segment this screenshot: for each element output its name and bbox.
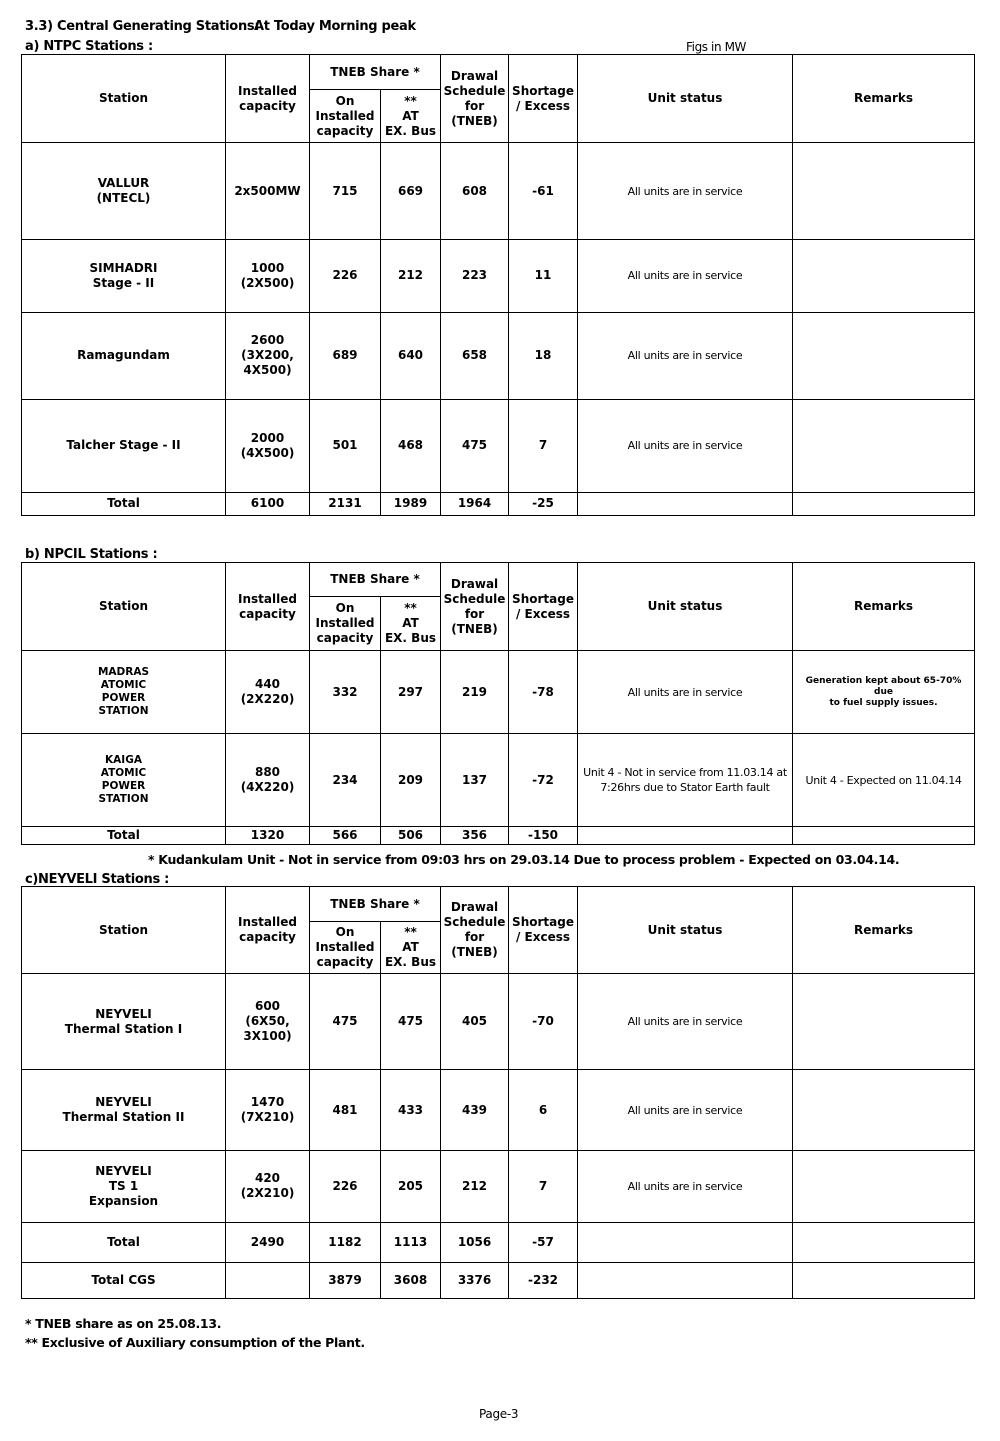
total-status (578, 1222, 793, 1262)
col-station: Station (22, 55, 226, 143)
installed-capacity: 880 (4X220) (226, 734, 310, 827)
station-name: Ramagundam (22, 312, 226, 399)
unit-status: All units are in service (578, 974, 793, 1070)
col-tneb-share: TNEB Share * (310, 563, 441, 597)
col-at-ex-bus: ** AT EX. Bus (381, 90, 441, 143)
drawal: 223 (441, 240, 509, 312)
total-at-ex-bus: 506 (381, 827, 441, 845)
col-shortage: Shortage / Excess (509, 887, 578, 974)
drawal: 219 (441, 651, 509, 734)
total-status (578, 492, 793, 515)
ntpc-title: a) NTPC Stations : (25, 39, 153, 54)
installed-capacity: 1470 (7X210) (226, 1070, 310, 1150)
col-remarks: Remarks (793, 55, 975, 143)
shortage: 6 (509, 1070, 578, 1150)
col-drawal: Drawal Schedule for (TNEB) (441, 563, 509, 651)
at-ex-bus: 212 (381, 240, 441, 312)
station-name: NEYVELI Thermal Station II (22, 1070, 226, 1150)
unit-status: All units are in service (578, 143, 793, 240)
total-installed: 2490 (226, 1222, 310, 1262)
total-row (22, 492, 975, 515)
shortage: 11 (509, 240, 578, 312)
at-ex-bus: 433 (381, 1070, 441, 1150)
total-on-installed: 2131 (310, 492, 381, 515)
drawal: 475 (441, 399, 509, 492)
total-remarks (793, 827, 975, 845)
on-installed: 226 (310, 1150, 381, 1222)
drawal: 608 (441, 143, 509, 240)
shortage: -61 (509, 143, 578, 240)
remarks (793, 312, 975, 399)
remarks (793, 974, 975, 1070)
remarks (793, 399, 975, 492)
neyveli-title: c)NEYVELI Stations : (25, 872, 170, 887)
neyveli-table (21, 886, 975, 1299)
installed-capacity: 600 (6X50, 3X100) (226, 974, 310, 1070)
page-number: Page-3 (479, 1407, 519, 1421)
unit-status: All units are in service (578, 651, 793, 734)
kudankulam-note: * Kudankulam Unit - Not in service from 09:03 hrs on 29.03.14 Due to process problem - Expected on 03.04.14. (148, 852, 900, 867)
col-installed: Installed capacity (226, 887, 310, 974)
drawal: 658 (441, 312, 509, 399)
shortage: 18 (509, 312, 578, 399)
col-tneb-share: TNEB Share * (310, 55, 441, 90)
col-tneb-share: TNEB Share * (310, 887, 441, 922)
col-unit-status: Unit status (578, 563, 793, 651)
on-installed: 226 (310, 240, 381, 312)
col-at-ex-bus: ** AT EX. Bus (381, 922, 441, 974)
total-remarks (793, 492, 975, 515)
total-shortage: -57 (509, 1222, 578, 1262)
total-cgs-remarks (793, 1262, 975, 1298)
total-cgs-installed (226, 1262, 310, 1298)
unit-status: All units are in service (578, 240, 793, 312)
unit-status: Unit 4 - Not in service from 11.03.14 at 7:26hrs due to Stator Earth fault (578, 734, 793, 827)
col-shortage: Shortage / Excess (509, 55, 578, 143)
on-installed: 689 (310, 312, 381, 399)
total-cgs-drawal: 3376 (441, 1262, 509, 1298)
col-unit-status: Unit status (578, 887, 793, 974)
total-installed: 6100 (226, 492, 310, 515)
at-ex-bus: 209 (381, 734, 441, 827)
col-drawal: Drawal Schedule for (TNEB) (441, 887, 509, 974)
table-row (22, 974, 975, 1070)
unit-status: All units are in service (578, 1070, 793, 1150)
col-remarks: Remarks (793, 563, 975, 651)
installed-capacity: 1000 (2X500) (226, 240, 310, 312)
at-ex-bus: 669 (381, 143, 441, 240)
shortage: -72 (509, 734, 578, 827)
table-row (22, 1070, 975, 1150)
shortage: -70 (509, 974, 578, 1070)
station-name: KAIGA ATOMIC POWER STATION (22, 734, 226, 827)
remarks: Generation kept about 65-70% due to fuel supply issues. (793, 651, 975, 734)
table-row (22, 312, 975, 399)
col-shortage: Shortage / Excess (509, 563, 578, 651)
total-remarks (793, 1222, 975, 1262)
on-installed: 332 (310, 651, 381, 734)
remarks (793, 240, 975, 312)
npcil-table (21, 562, 975, 845)
total-drawal: 1964 (441, 492, 509, 515)
total-drawal: 356 (441, 827, 509, 845)
station-name: MADRAS ATOMIC POWER STATION (22, 651, 226, 734)
unit-status: All units are in service (578, 312, 793, 399)
total-row (22, 1222, 975, 1262)
total-at-ex-bus: 1989 (381, 492, 441, 515)
ntpc-table (21, 54, 975, 516)
installed-capacity: 420 (2X210) (226, 1150, 310, 1222)
total-on-installed: 1182 (310, 1222, 381, 1262)
col-on-installed: On Installed capacity (310, 922, 381, 974)
installed-capacity: 2000 (4X500) (226, 399, 310, 492)
shortage: 7 (509, 1150, 578, 1222)
col-installed: Installed capacity (226, 55, 310, 143)
remarks: Unit 4 - Expected on 11.04.14 (793, 734, 975, 827)
at-ex-bus: 297 (381, 651, 441, 734)
total-status (578, 827, 793, 845)
neyveli-header-row (22, 887, 975, 922)
at-ex-bus: 640 (381, 312, 441, 399)
at-ex-bus: 205 (381, 1150, 441, 1222)
at-ex-bus: 475 (381, 974, 441, 1070)
total-on-installed: 566 (310, 827, 381, 845)
total-cgs-on-installed: 3879 (310, 1262, 381, 1298)
on-installed: 481 (310, 1070, 381, 1150)
table-row (22, 240, 975, 312)
total-cgs-label: Total CGS (22, 1262, 226, 1298)
station-name: NEYVELI Thermal Station I (22, 974, 226, 1070)
on-installed: 501 (310, 399, 381, 492)
total-drawal: 1056 (441, 1222, 509, 1262)
total-label: Total (22, 492, 226, 515)
ntpc-header-row (22, 55, 975, 90)
station-name: NEYVELI TS 1 Expansion (22, 1150, 226, 1222)
col-installed: Installed capacity (226, 563, 310, 651)
total-cgs-shortage: -232 (509, 1262, 578, 1298)
remarks (793, 143, 975, 240)
table-row (22, 399, 975, 492)
peak-label: At Today Morning peak (254, 19, 416, 34)
col-station: Station (22, 563, 226, 651)
npcil-header-row (22, 563, 975, 597)
on-installed: 715 (310, 143, 381, 240)
figs-label: Figs in MW (686, 40, 747, 54)
station-name: VALLUR (NTECL) (22, 143, 226, 240)
remarks (793, 1150, 975, 1222)
drawal: 405 (441, 974, 509, 1070)
drawal: 439 (441, 1070, 509, 1150)
station-name: SIMHADRI Stage - II (22, 240, 226, 312)
total-label: Total (22, 827, 226, 845)
on-installed: 234 (310, 734, 381, 827)
unit-status: All units are in service (578, 1150, 793, 1222)
footnote-tneb-share: * TNEB share as on 25.08.13. (25, 1316, 222, 1331)
unit-status: All units are in service (578, 399, 793, 492)
drawal: 212 (441, 1150, 509, 1222)
col-on-installed: On Installed capacity (310, 597, 381, 651)
table-row (22, 734, 975, 827)
total-at-ex-bus: 1113 (381, 1222, 441, 1262)
col-remarks: Remarks (793, 887, 975, 974)
section-title: 3.3) Central Generating Stations: (25, 19, 260, 34)
col-unit-status: Unit status (578, 55, 793, 143)
total-label: Total (22, 1222, 226, 1262)
total-cgs-status (578, 1262, 793, 1298)
remarks (793, 1070, 975, 1150)
shortage: 7 (509, 399, 578, 492)
installed-capacity: 2600 (3X200, 4X500) (226, 312, 310, 399)
total-cgs-row (22, 1262, 975, 1298)
shortage: -78 (509, 651, 578, 734)
station-name: Talcher Stage - II (22, 399, 226, 492)
at-ex-bus: 468 (381, 399, 441, 492)
table-row (22, 143, 975, 240)
col-on-installed: On Installed capacity (310, 90, 381, 143)
footnote-auxiliary: ** Exclusive of Auxiliary consumption of the Plant. (25, 1335, 365, 1350)
total-row (22, 827, 975, 845)
total-cgs-at-ex-bus: 3608 (381, 1262, 441, 1298)
table-row (22, 651, 975, 734)
installed-capacity: 440 (2X220) (226, 651, 310, 734)
col-at-ex-bus: ** AT EX. Bus (381, 597, 441, 651)
total-shortage: -150 (509, 827, 578, 845)
total-shortage: -25 (509, 492, 578, 515)
installed-capacity: 2x500MW (226, 143, 310, 240)
table-row (22, 1150, 975, 1222)
col-station: Station (22, 887, 226, 974)
drawal: 137 (441, 734, 509, 827)
on-installed: 475 (310, 974, 381, 1070)
total-installed: 1320 (226, 827, 310, 845)
npcil-title: b) NPCIL Stations : (25, 547, 158, 562)
col-drawal: Drawal Schedule for (TNEB) (441, 55, 509, 143)
